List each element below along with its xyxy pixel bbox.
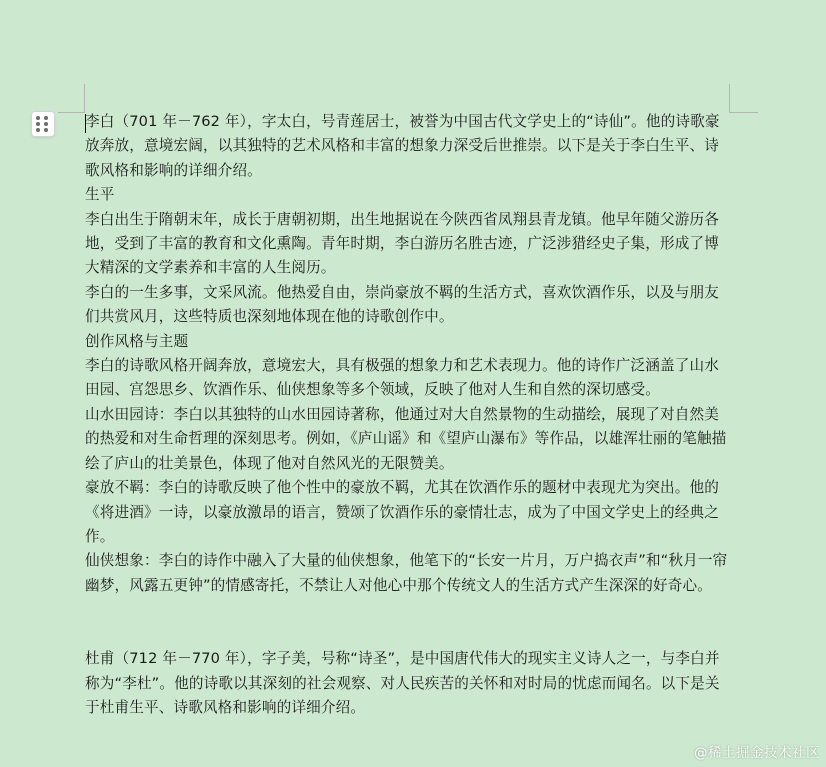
document-body[interactable] [85,110,732,720]
personality-paragraph[interactable]: 李白的一生多事，文采风流。他热爱自由，崇尚豪放不羁的生活方式，喜欢饮酒作乐，以及与朋友们共赏风月，这些特质也深刻地体现在他的诗歌创作中。 [85,283,719,326]
style-paragraph[interactable]: 李白的诗歌风格开阔奔放，意境宏大，具有极强的想象力和艺术表现力。他的诗作广泛涵盖了山水田园、宫怨思乡、饮酒作乐、仙侠想象等多个领域，反映了他对人生和自然的深切感受。 [85,357,719,399]
life-paragraph[interactable]: 李白出生于隋朝末年，成长于唐朝初期，出生地据说在今陕西省凤翔县青龙镇。他早年随父游历各地，受到了丰富的教育和文化熏陶。青年时期，李白游历名胜古迹，广泛涉猎经史子集，形成了博大精深的文学素养和丰富的人生阅历。 [85,210,719,277]
fantasy-paragraph[interactable]: 仙侠想象：李白的诗作中融入了大量的仙侠想象，他笔下的“长安一片月，万户捣衣声”和“秋月一帘幽梦，风露五更钟”的情感寄托，不禁让人对他心中那个传统文人的生活方式产生深深的好奇心。 [85,552,728,594]
section-heading-life[interactable]: 生平 [85,186,115,204]
empty-lines [85,598,732,647]
section-heading-style[interactable]: 创作风格与主题 [85,332,189,350]
du-fu-intro-paragraph[interactable]: 杜甫（712 年－770 年），字子美，号称“诗圣”，是中国唐代伟大的现实主义诗人之一，与李白并称为“李杜”。他的诗歌以其深刻的社会观察、对人民疾苦的关怀和对时局的忧虑而闻名。以下是关于杜甫生平、诗歌风格和影响的详细介绍。 [85,650,720,716]
drag-handle-icon[interactable] [31,111,55,137]
intro-paragraph[interactable]: 李白（701 年－762 年），字太白，号青莲居士，被誉为中国古代文学史上的“诗仙”。他的诗歌豪放奔放，意境宏阔，以其独特的艺术风格和丰富的想象力深受后世推崇。以下是关于李白生平、诗歌风格和影响的详细介绍。 [85,113,720,179]
top-right-margin-mark [729,84,758,113]
unrestrained-paragraph[interactable]: 豪放不羁：李白的诗歌反映了他个性中的豪放不羁，尤其在饮酒作乐的题材中表现尤为突出。他的《将进酒》一诗，以豪放激昂的语言，赞颂了饮酒作乐的豪情壮志，成为了中国文学史上的经典之作。 [85,479,719,545]
top-left-margin-mark [58,84,85,113]
landscape-poetry-paragraph[interactable]: 山水田园诗：李白以其独特的山水田园诗著称，他通过对大自然景物的生动描绘，展现了对自然美的热爱和对生命哲理的深刻思考。例如，《庐山谣》和《望庐山瀑布》等作品，以雄浑壮丽的笔触描绘了庐山的壮美景色，体现了他对自然风光的无限赞美。 [85,405,727,472]
watermark: @稀土掘金技术社区 [694,745,820,761]
